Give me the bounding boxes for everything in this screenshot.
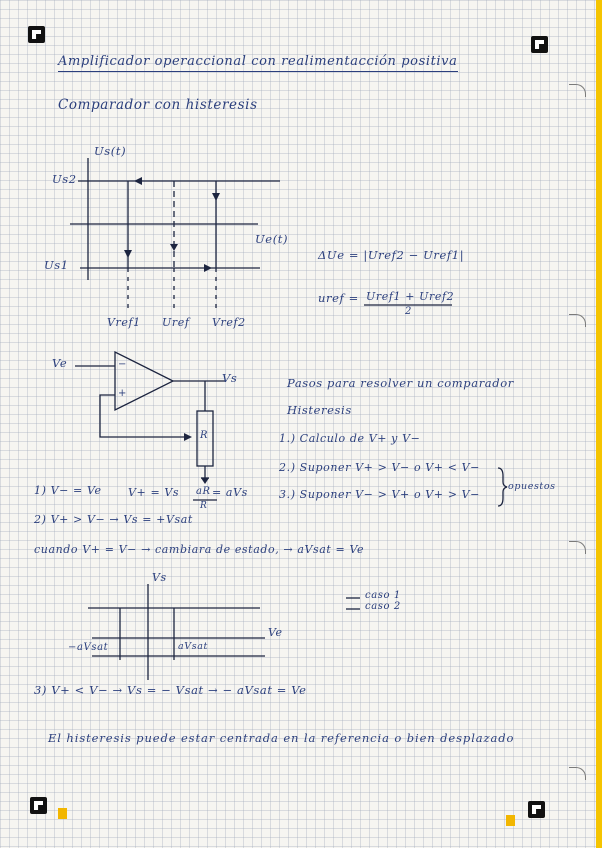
graph1-tick-label: Vref2 [212, 316, 246, 329]
uref-lhs: uref = [318, 291, 359, 305]
resistor-label: R [200, 430, 209, 441]
arrow-icon [212, 193, 220, 201]
legend-caso1: caso 1 [365, 590, 401, 601]
circuit-output-label: Vs [222, 371, 238, 385]
brace-icon [498, 468, 507, 506]
analysis-line-1c: = aVs [212, 486, 248, 499]
circuit-input-label: Ve [52, 356, 68, 370]
steps-heading: Pasos para resolver un comparador [287, 376, 514, 390]
opamp-minus: − [118, 359, 127, 370]
graph1-tick-label: Uref [162, 316, 190, 329]
brace-note: opuestos [508, 481, 556, 492]
page-title: Amplificador operaccional con realimentacción positiva [58, 54, 458, 69]
arrow-icon [201, 478, 209, 484]
analysis-fraction-num: aR [196, 486, 211, 497]
step-1: 1.) Calculo de V+ y V− [279, 432, 421, 445]
arrow-icon [124, 250, 132, 258]
legend-caso2: caso 2 [365, 601, 401, 612]
circuit-plus-wire [100, 395, 190, 437]
graph1-x-label: Ue(t) [255, 232, 289, 246]
graph1-tick-label: Vref1 [107, 316, 141, 329]
analysis-line-2: 2) V+ > V− → Vs = +Vsat [34, 513, 193, 526]
analysis-fraction-den: R [200, 501, 208, 511]
graph1-y-label: Us(t) [94, 144, 127, 158]
uref-denominator: 2 [405, 306, 412, 317]
arrow-icon [134, 177, 142, 185]
steps-heading-2: Histeresis [287, 403, 352, 417]
arrow-icon [204, 264, 212, 272]
graph2-left-label: −aVsat [68, 642, 109, 653]
step3-line: 3) V+ < V− → Vs = − Vsat → − aVsat = Ve [34, 683, 307, 697]
arrow-icon [184, 433, 192, 441]
delta-formula: ΔUe = |Uref2 − Uref1| [318, 248, 465, 262]
subtitle: Comparador con histeresis [58, 97, 258, 113]
graph2-y-label: Vs [152, 571, 167, 584]
graph2-x-label: Ve [268, 626, 283, 639]
graph1-level-low-label: Us1 [44, 258, 69, 272]
opamp-plus: + [118, 388, 127, 399]
analysis-line-1b: V+ = Vs [128, 486, 180, 499]
analysis-line-1a: 1) V− = Ve [34, 484, 102, 497]
uref-numerator: Uref1 + Uref2 [366, 290, 455, 303]
graph1-level-high-label: Us2 [52, 172, 77, 186]
step-3: 3.) Suponer V− > V+ o V+ > V− [279, 488, 480, 501]
conclusion-line: El histeresis puede estar centrada en la referencia o bien desplazado [48, 731, 515, 745]
analysis-line-3: cuando V+ = V− → cambiara de estado, → aVsat = Ve [34, 543, 365, 556]
step-2: 2.) Suponer V+ > V− o V+ < V− [279, 461, 480, 474]
arrow-icon [170, 244, 178, 251]
graph2-right-label: aVsat [178, 641, 208, 652]
